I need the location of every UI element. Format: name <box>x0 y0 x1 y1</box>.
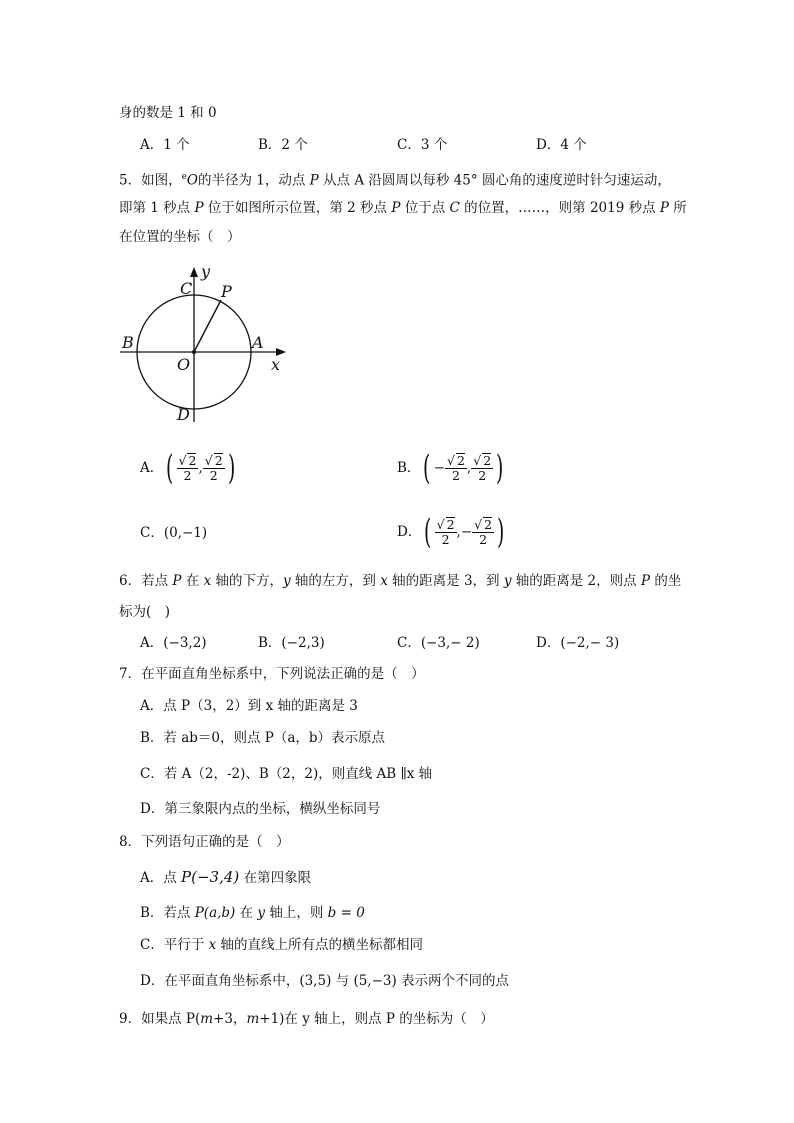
prev-option-a: A．1 个 <box>140 137 190 153</box>
q5-option-b: B． ( − $\frac{√ 2}{2}$ , $\frac{√ 2}{2}$ ) <box>397 448 504 488</box>
q8-option-c: C．平行于 x 轴的直线上所有点的横坐标都相同 <box>140 937 424 953</box>
q6-option-b: B．(−2,3) <box>258 635 325 651</box>
q5-line-3: 在位置的坐标（ ） <box>119 229 241 245</box>
q5-line-2: 即第 1 秒点 P 位于如图所示位置，第 2 秒点 P 位于点 C 的位置，……，则第 2019 秒点 P 所 <box>119 200 687 216</box>
q5-option-d: D． ( $\frac{√ 2}{2}$ , − $\frac{√ 2}{2}$ ) <box>397 512 505 552</box>
q8-option-a: A．点 P(−3,4) 在第四象限 <box>140 868 312 886</box>
prev-question-tail: 身的数是 1 和 0 <box>119 105 217 121</box>
q6-line-2: 标为( ) <box>119 604 171 620</box>
radius-op <box>194 300 221 352</box>
q8-stem: 8．下列语句正确的是（ ） <box>119 834 290 850</box>
label-p: P <box>221 282 232 301</box>
q6-option-d: D．(−2,− 3) <box>536 635 620 651</box>
label-d: D <box>177 405 190 424</box>
q9-stem: 9．如果点 P(m+3，m+1)在 y 轴上，则点 P 的坐标为（ ） <box>119 1011 494 1027</box>
q8-option-d: D．在平面直角坐标系中，(3,5) 与 (5,−3) 表示两个不同的点 <box>140 973 510 989</box>
prev-option-d: D．4 个 <box>536 137 587 153</box>
label-c: C <box>180 279 193 298</box>
q7-stem: 7．在平面直角坐标系中，下列说法正确的是（ ） <box>119 666 425 682</box>
q5-line-1: 5．如图，$^e$O的半径为 1，动点 P 从点 A 沿圆周以每秒 45° 圆心角的速度逆时针匀速运动， <box>119 172 671 189</box>
q8-option-b: B．若点 P(a,b) 在 y 轴上，则 b = 0 <box>140 905 365 921</box>
prev-option-c: C．3 个 <box>397 137 448 153</box>
y-axis-arrow <box>190 267 198 277</box>
label-o: O <box>177 355 191 374</box>
q6-line-1: 6．若点 P 在 x 轴的下方，y 轴的左方，到 x 轴的距离是 3，到 y 轴的距离是 2，则点 P 的坐 <box>119 573 682 589</box>
q7-option-a: A．点 P（3，2）到 x 轴的距离是 3 <box>140 698 358 714</box>
q7-option-c: C．若 A（2，-2)、B（2，2)，则直线 AB ∥x 轴 <box>140 766 433 782</box>
label-y: y <box>201 262 211 281</box>
label-x: x <box>271 355 281 374</box>
q5-option-c: C．(0,−1) <box>140 525 208 541</box>
label-a: A <box>252 333 264 352</box>
q7-option-d: D．第三象限内点的坐标，横纵坐标同号 <box>140 801 381 817</box>
q7-option-b: B．若 ab＝0，则点 P（a，b）表示原点 <box>140 730 386 746</box>
circle-coordinate-figure <box>110 260 310 430</box>
prev-option-b: B．2 个 <box>258 137 308 153</box>
q6-option-c: C．(−3,− 2) <box>397 635 480 651</box>
origin-point <box>192 350 196 354</box>
q5-option-a: A． ( $\frac{√ 2}{2}$ , $\frac{√ 2}{2}$ ) <box>140 448 235 488</box>
q6-option-a: A．(−3,2) <box>140 635 207 651</box>
label-b: B <box>122 333 134 352</box>
